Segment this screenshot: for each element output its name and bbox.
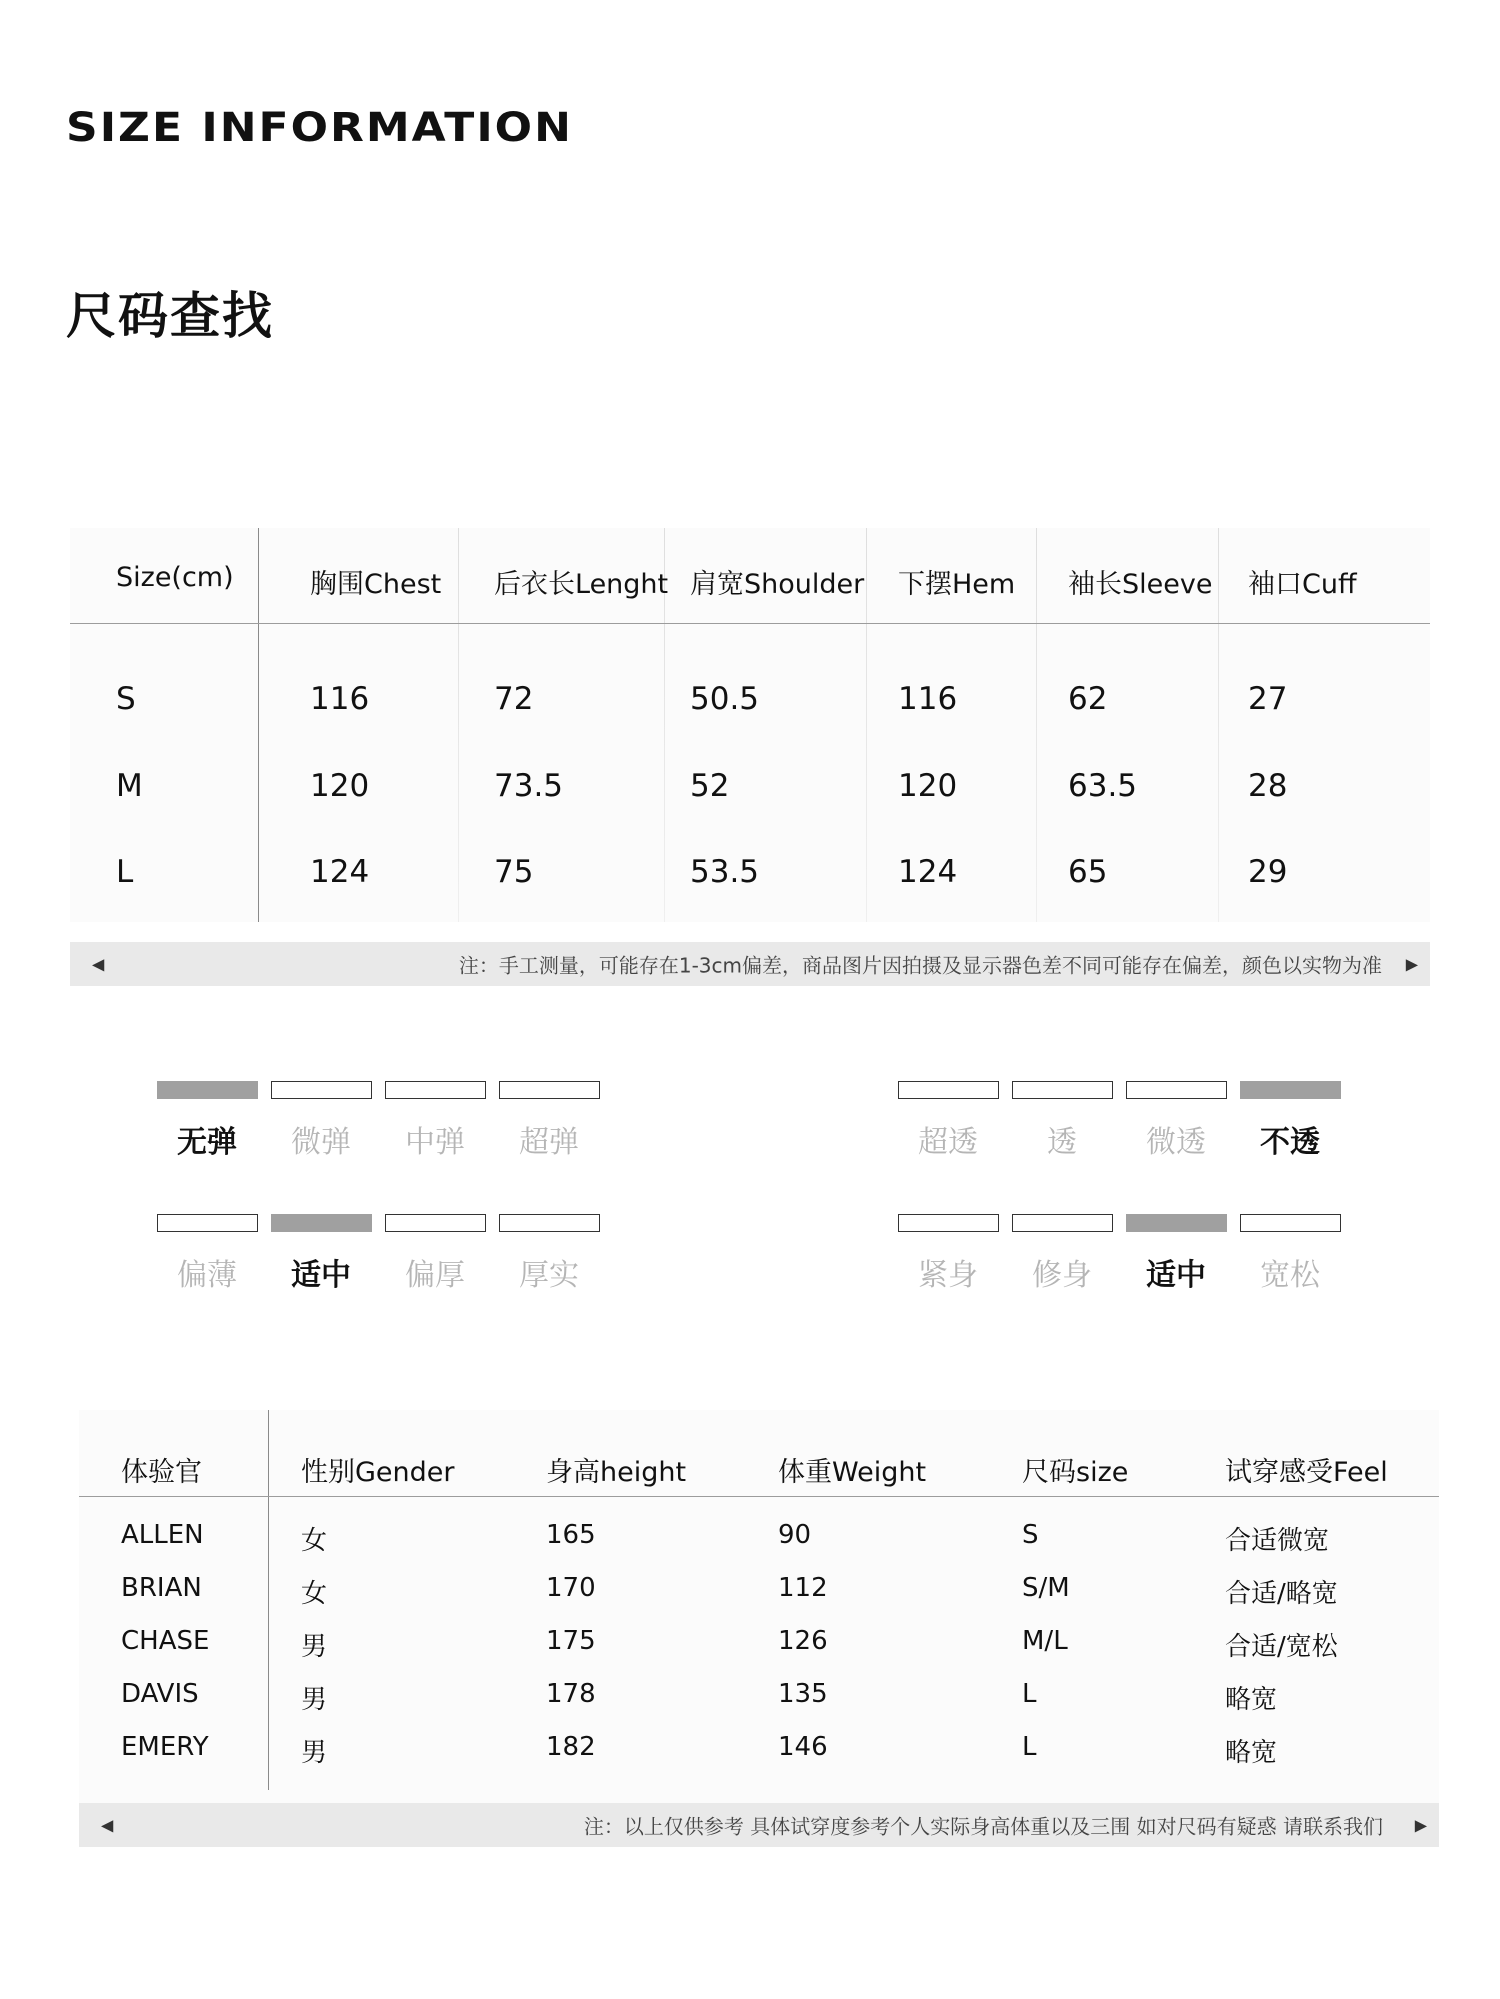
arrow-left-icon: ◀ bbox=[101, 1815, 114, 1835]
table-cell: L bbox=[1022, 1732, 1037, 1762]
table-cell: 27 bbox=[1248, 681, 1288, 717]
scale-box bbox=[271, 1214, 372, 1232]
table-cell: 男 bbox=[301, 1685, 328, 1715]
table-cell: 73.5 bbox=[494, 768, 564, 804]
scale-label: 适中 bbox=[1146, 1258, 1206, 1293]
table-cell: 女 bbox=[301, 1579, 328, 1609]
size-note-bar bbox=[70, 942, 1430, 986]
header-divider bbox=[70, 623, 1430, 624]
table-cell: 53.5 bbox=[690, 854, 760, 890]
scale-label: 无弹 bbox=[177, 1125, 237, 1160]
page-heading: SIZE INFORMATION bbox=[66, 104, 573, 151]
column-separator bbox=[1036, 528, 1037, 922]
table-cell: 52 bbox=[690, 768, 730, 804]
scale-box bbox=[1240, 1214, 1341, 1232]
scale-box bbox=[499, 1214, 600, 1232]
table-cell: 90 bbox=[778, 1520, 812, 1550]
scale-label: 微弹 bbox=[291, 1125, 351, 1160]
table-cell: 72 bbox=[494, 681, 534, 717]
table-cell: 29 bbox=[1248, 854, 1288, 890]
tester-note-bar bbox=[79, 1803, 1439, 1847]
scale-box bbox=[385, 1214, 486, 1232]
table-cell: 116 bbox=[898, 681, 958, 717]
column-header: 胸围Chest bbox=[310, 569, 442, 600]
size-label: L bbox=[116, 854, 134, 890]
tester-name: BRIAN bbox=[121, 1573, 202, 1603]
table-cell: 合适/略宽 bbox=[1225, 1579, 1338, 1609]
scale-box bbox=[499, 1081, 600, 1099]
table-cell: 28 bbox=[1248, 768, 1288, 804]
transparency-scale bbox=[898, 1081, 1346, 1181]
table-cell: 略宽 bbox=[1225, 1738, 1278, 1768]
table-cell: S bbox=[1022, 1520, 1039, 1550]
column-header: 试穿感受Feel bbox=[1225, 1457, 1388, 1488]
table-cell: 124 bbox=[898, 854, 958, 890]
table-cell: 178 bbox=[546, 1679, 596, 1709]
table-cell: 65 bbox=[1068, 854, 1108, 890]
tester-table bbox=[79, 1410, 1439, 1804]
size-label: S bbox=[116, 681, 136, 717]
table-cell: 170 bbox=[546, 1573, 596, 1603]
table-cell: 男 bbox=[301, 1738, 328, 1768]
arrow-right-icon: ▶ bbox=[1414, 1815, 1427, 1835]
scale-label: 厚实 bbox=[519, 1258, 579, 1293]
table-cell: 男 bbox=[301, 1632, 328, 1662]
table-cell: 120 bbox=[898, 768, 958, 804]
scale-label: 微透 bbox=[1146, 1125, 1206, 1160]
table-cell: 略宽 bbox=[1225, 1685, 1278, 1715]
column-header: 后衣长Lenght bbox=[494, 569, 669, 600]
thickness-scale bbox=[157, 1214, 605, 1314]
table-cell: 75 bbox=[494, 854, 534, 890]
scale-label: 超弹 bbox=[519, 1125, 579, 1160]
table-cell: 合适/宽松 bbox=[1225, 1632, 1338, 1662]
table-cell: 135 bbox=[778, 1679, 828, 1709]
column-header: 袖口Cuff bbox=[1248, 569, 1357, 600]
scale-label: 透 bbox=[1047, 1125, 1077, 1160]
scale-box bbox=[898, 1081, 999, 1099]
table-cell: 175 bbox=[546, 1626, 596, 1656]
scale-label: 紧身 bbox=[918, 1258, 978, 1293]
table-cell: 124 bbox=[310, 854, 370, 890]
scale-box bbox=[1012, 1081, 1113, 1099]
table-cell: 112 bbox=[778, 1573, 828, 1603]
arrow-left-icon: ◀ bbox=[92, 954, 105, 974]
header-divider bbox=[79, 1496, 1439, 1497]
column-header: 身高height bbox=[546, 1457, 687, 1488]
scale-box bbox=[1126, 1081, 1227, 1099]
scale-box bbox=[157, 1214, 258, 1232]
fit-scale bbox=[898, 1214, 1346, 1314]
column-header: 性别Gender bbox=[301, 1457, 455, 1488]
column-separator bbox=[866, 528, 867, 922]
table-cell: 62 bbox=[1068, 681, 1108, 717]
column-separator bbox=[458, 528, 459, 922]
table-cell: 120 bbox=[310, 768, 370, 804]
table-cell: 63.5 bbox=[1068, 768, 1138, 804]
column-header: 尺码size bbox=[1022, 1457, 1129, 1488]
column-header: 肩宽Shoulder bbox=[690, 569, 865, 600]
table-cell: 116 bbox=[310, 681, 370, 717]
tester-note-text: 注：以上仅供参考 具体试穿度参考个人实际身高体重以及三围 如对尺码有疑惑 请联系我们 bbox=[583, 1814, 1383, 1839]
scale-box bbox=[1240, 1081, 1341, 1099]
tester-name: DAVIS bbox=[121, 1679, 199, 1709]
scale-label: 修身 bbox=[1032, 1258, 1092, 1293]
scale-box bbox=[385, 1081, 486, 1099]
table-cell: S/M bbox=[1022, 1573, 1070, 1603]
stretch-scale bbox=[157, 1081, 605, 1181]
scale-box bbox=[1126, 1214, 1227, 1232]
page-subheading: 尺码查找 bbox=[66, 287, 274, 345]
table-cell: 165 bbox=[546, 1520, 596, 1550]
scale-box bbox=[1012, 1214, 1113, 1232]
table-cell: 女 bbox=[301, 1526, 328, 1556]
scale-label: 适中 bbox=[291, 1258, 351, 1293]
column-header: 体验官 bbox=[121, 1457, 202, 1488]
table-cell: 182 bbox=[546, 1732, 596, 1762]
column-header: 袖长Sleeve bbox=[1068, 569, 1213, 600]
column-header: Size(cm) bbox=[116, 562, 234, 593]
column-separator bbox=[1218, 528, 1219, 922]
size-table bbox=[70, 528, 1430, 922]
scale-label: 宽松 bbox=[1260, 1258, 1320, 1293]
column-header: 下摆Hem bbox=[898, 569, 1016, 600]
table-cell: L bbox=[1022, 1679, 1037, 1709]
scale-label: 偏厚 bbox=[405, 1258, 465, 1293]
table-cell: 126 bbox=[778, 1626, 828, 1656]
scale-box bbox=[898, 1214, 999, 1232]
table-cell: 146 bbox=[778, 1732, 828, 1762]
scale-label: 中弹 bbox=[405, 1125, 465, 1160]
table-cell: M/L bbox=[1022, 1626, 1068, 1656]
scale-box bbox=[271, 1081, 372, 1099]
tester-name: CHASE bbox=[121, 1626, 210, 1656]
column-separator bbox=[258, 528, 259, 922]
column-separator bbox=[268, 1410, 269, 1790]
arrow-right-icon: ▶ bbox=[1405, 954, 1418, 974]
tester-name: ALLEN bbox=[121, 1520, 204, 1550]
scale-box bbox=[157, 1081, 258, 1099]
size-note-text: 注：手工测量，可能存在1-3cm偏差，商品图片因拍摄及显示器色差不同可能存在偏差，颜色以实物为准 bbox=[458, 953, 1382, 978]
scale-label: 超透 bbox=[918, 1125, 978, 1160]
scale-label: 不透 bbox=[1260, 1125, 1320, 1160]
table-cell: 合适微宽 bbox=[1225, 1526, 1330, 1556]
size-label: M bbox=[116, 768, 143, 804]
column-header: 体重Weight bbox=[778, 1457, 927, 1488]
scale-label: 偏薄 bbox=[177, 1258, 237, 1293]
table-cell: 50.5 bbox=[690, 681, 760, 717]
tester-name: EMERY bbox=[121, 1732, 209, 1762]
